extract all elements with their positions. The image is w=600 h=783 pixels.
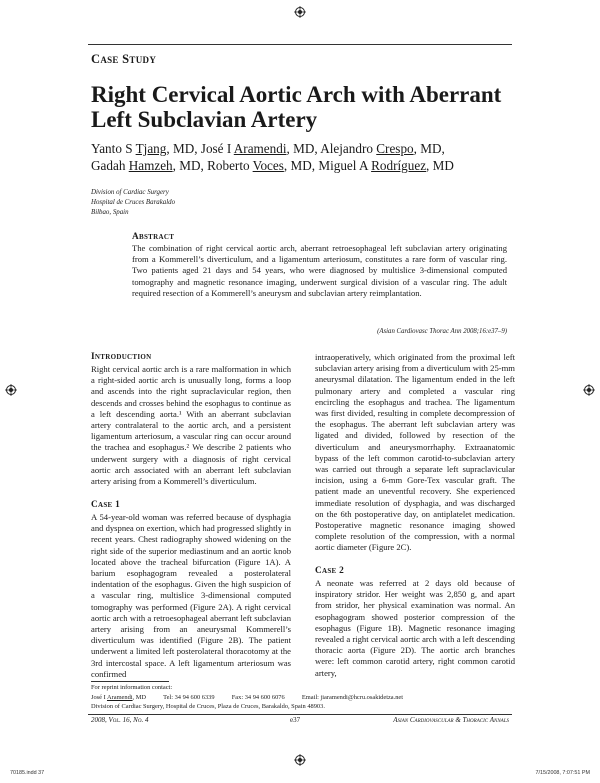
author-surname: Crespo (376, 141, 414, 156)
case2-body: A neonate was referred at 2 days old because of inspiratory stridor. Her weight was 2,850 g, and apart from stridor, her physical examination was normal. An esophagogram showed posterior compression of the esophagus (Figure 1B). Magnetic resonance imaging revealed a right cervical aortic arch with a left descending thoracic aorta (Figure 2D). The aortic arch branches were: left common carotid artery, right common carotid artery, (315, 578, 515, 678)
introduction-heading: Introduction (91, 352, 152, 362)
footer-page-number: e37 (290, 716, 301, 724)
reprint-footnote (91, 683, 511, 712)
author-text: , MD, Miguel A (283, 158, 372, 173)
author-text: , MD, Alejandro (286, 141, 377, 156)
citation: (Asian Cardiovasc Thorac Ann 2008;16:e37–9) (377, 328, 507, 335)
case1-heading: Case 1 (91, 500, 121, 510)
footnote-heading: For reprint information contact: (91, 684, 173, 691)
registration-mark-icon (294, 6, 306, 18)
case1-body-right: intraoperatively, which originated from the proximal left subclavian artery arising from a diverticulum with 25-mm aneurysmal dilatation. The ligamentum ended in the left pulmonary artery and completed a vascular ring encircling the esophagus and trachea. The ligamentum was first divided, resulting in complete decompression of the esophagus. The aberrant left subclavian artery was ligated and divided, followed by resection of the diverticulum and aneurysmorrhaphy. Extraanatomic bypass of the left common carotid-to-subclavian artery was carried out through a separate left supraclavicular incision, using a 6-mm Gore-Tex vascular graft. The patient made an uneventful recovery. She experienced immediate resolution of dysphagia, and was discharged on the 6th postoperative day, on antiplatelet medication. Postoperative magnetic resonance imaging showed complete resolution of the compression, with a normal aortic diameter (Figure 2C). (315, 352, 515, 553)
affiliation (91, 188, 175, 218)
author-text: , MD, Roberto (172, 158, 253, 173)
registration-mark-icon (5, 384, 17, 396)
case1-body-left: A 54-year-old woman was referred because of dysphagia and dyspnea on exertion, which had progressed slightly in recent years. Chest radiography showed widening on the right side of the superior mediastinum and an aortic knob located above the tracheal bifurcation (Figure 1A). A barium esophagogram revealed a posterolateral indentation of the esophagus. Given the high suspicion of a vascular ring, multislice 3-dimensional computed tomography was performed (Figure 2A). A right cervical aortic arch with a retroesophageal aberrant left subclavian artery arising from an aneurysmal Kommerell’s diverticulum was identified (Figure 2B). The patient underwent a limited left posterolateral thoracotomy at the 3rd intercostal space. A left ligamentum arteriosum was confirmed (91, 512, 291, 679)
abstract-heading: Abstract (132, 232, 175, 242)
footnote-address: Division of Cardiac Surgery, Hospital de Cruces, Plaza de Cruces, Barakaldo, Spain 48903. (91, 703, 325, 711)
author-surname: Tjang (135, 141, 167, 156)
author-surname: Hamzeh (128, 158, 173, 173)
author-text: , MD, (413, 141, 445, 156)
footnote-fax: Fax: 34 94 600 6076 (231, 693, 285, 701)
author-text: , MD, José I (166, 141, 234, 156)
abstract-body: The combination of right cervical aortic arch, aberrant retroesophageal left subclavian artery originating from a Kommerell’s diverticulum, and a ligamentum arteriosum, constitutes a rare form of vascular ring. Two patients aged 21 days and 54 years, who were diagnosed by multislice 3-dimensional computed tomography and magnetic resonance imaging, underwent surgical division of a vascular ring. The adult required resection of a Kommerell’s aneurysm and subclavian artery reimplantation. (132, 243, 507, 298)
affiliation-line: Bilbao, Spain (91, 209, 129, 216)
author-line-1 (91, 140, 531, 157)
footnote-rule (91, 681, 169, 682)
footnote-tel: Tel: 34 94 600 6339 (163, 693, 215, 701)
footer-journal: Asian Cardiovascular & Thoracic Annals (393, 716, 509, 724)
footer-rule (88, 714, 512, 715)
author-text: Gadah (91, 158, 129, 173)
footnote-contact-line (91, 693, 511, 703)
footer-volume: 2008, Vol. 16, No. 4 (91, 716, 149, 724)
slug-filename: 70185.indd 37 (10, 770, 45, 776)
author-line-2 (91, 157, 531, 174)
slug-timestamp: 7/15/2008, 7:07:51 PM (535, 770, 590, 776)
footnote-email[interactable]: Email: jiaramendi@hcru.osakidetza.net (301, 693, 404, 701)
footnote-name-surname: Aramendi (106, 693, 133, 701)
footnote-name-post: , MD (132, 693, 147, 701)
author-surname: Aramendi (233, 141, 287, 156)
article-title: Right Cervical Aortic Arch with Aberrant Left Subclavian Artery (91, 82, 502, 132)
registration-mark-icon (294, 754, 306, 766)
author-list (91, 140, 531, 174)
affiliation-line: Hospital de Cruces Barakaldo (91, 199, 176, 206)
header-rule (88, 44, 512, 45)
footnote-name-pre: José I (91, 693, 107, 701)
case2-heading: Case 2 (315, 566, 345, 576)
author-surname: Rodríguez (371, 158, 427, 173)
author-surname: Voces (252, 158, 284, 173)
section-tag: Case Study (91, 52, 157, 66)
author-text: Yanto S (91, 141, 136, 156)
affiliation-line: Division of Cardiac Surgery (91, 189, 169, 196)
registration-mark-icon (583, 384, 595, 396)
introduction-body: Right cervical aortic arch is a rare malformation in which a right-sided aortic arch is unusually long, forms a loop and ascends into the right supraclavicular region, then descends and crosses behind the esophagus to continue as a left descending aorta.¹ With an aberrant subclavian artery contralateral to the aortic arch, and a persistent ligamentum arteriosum, a vascular ring can occur around the trachea and esophagus.² We describe 2 patients who underwent surgery with a diagnosis of right cervical aortic arch associated with an aberrant left subclavian artery arising from a Kommerell’s diverticulum. (91, 364, 291, 487)
author-text: , MD (426, 158, 454, 173)
